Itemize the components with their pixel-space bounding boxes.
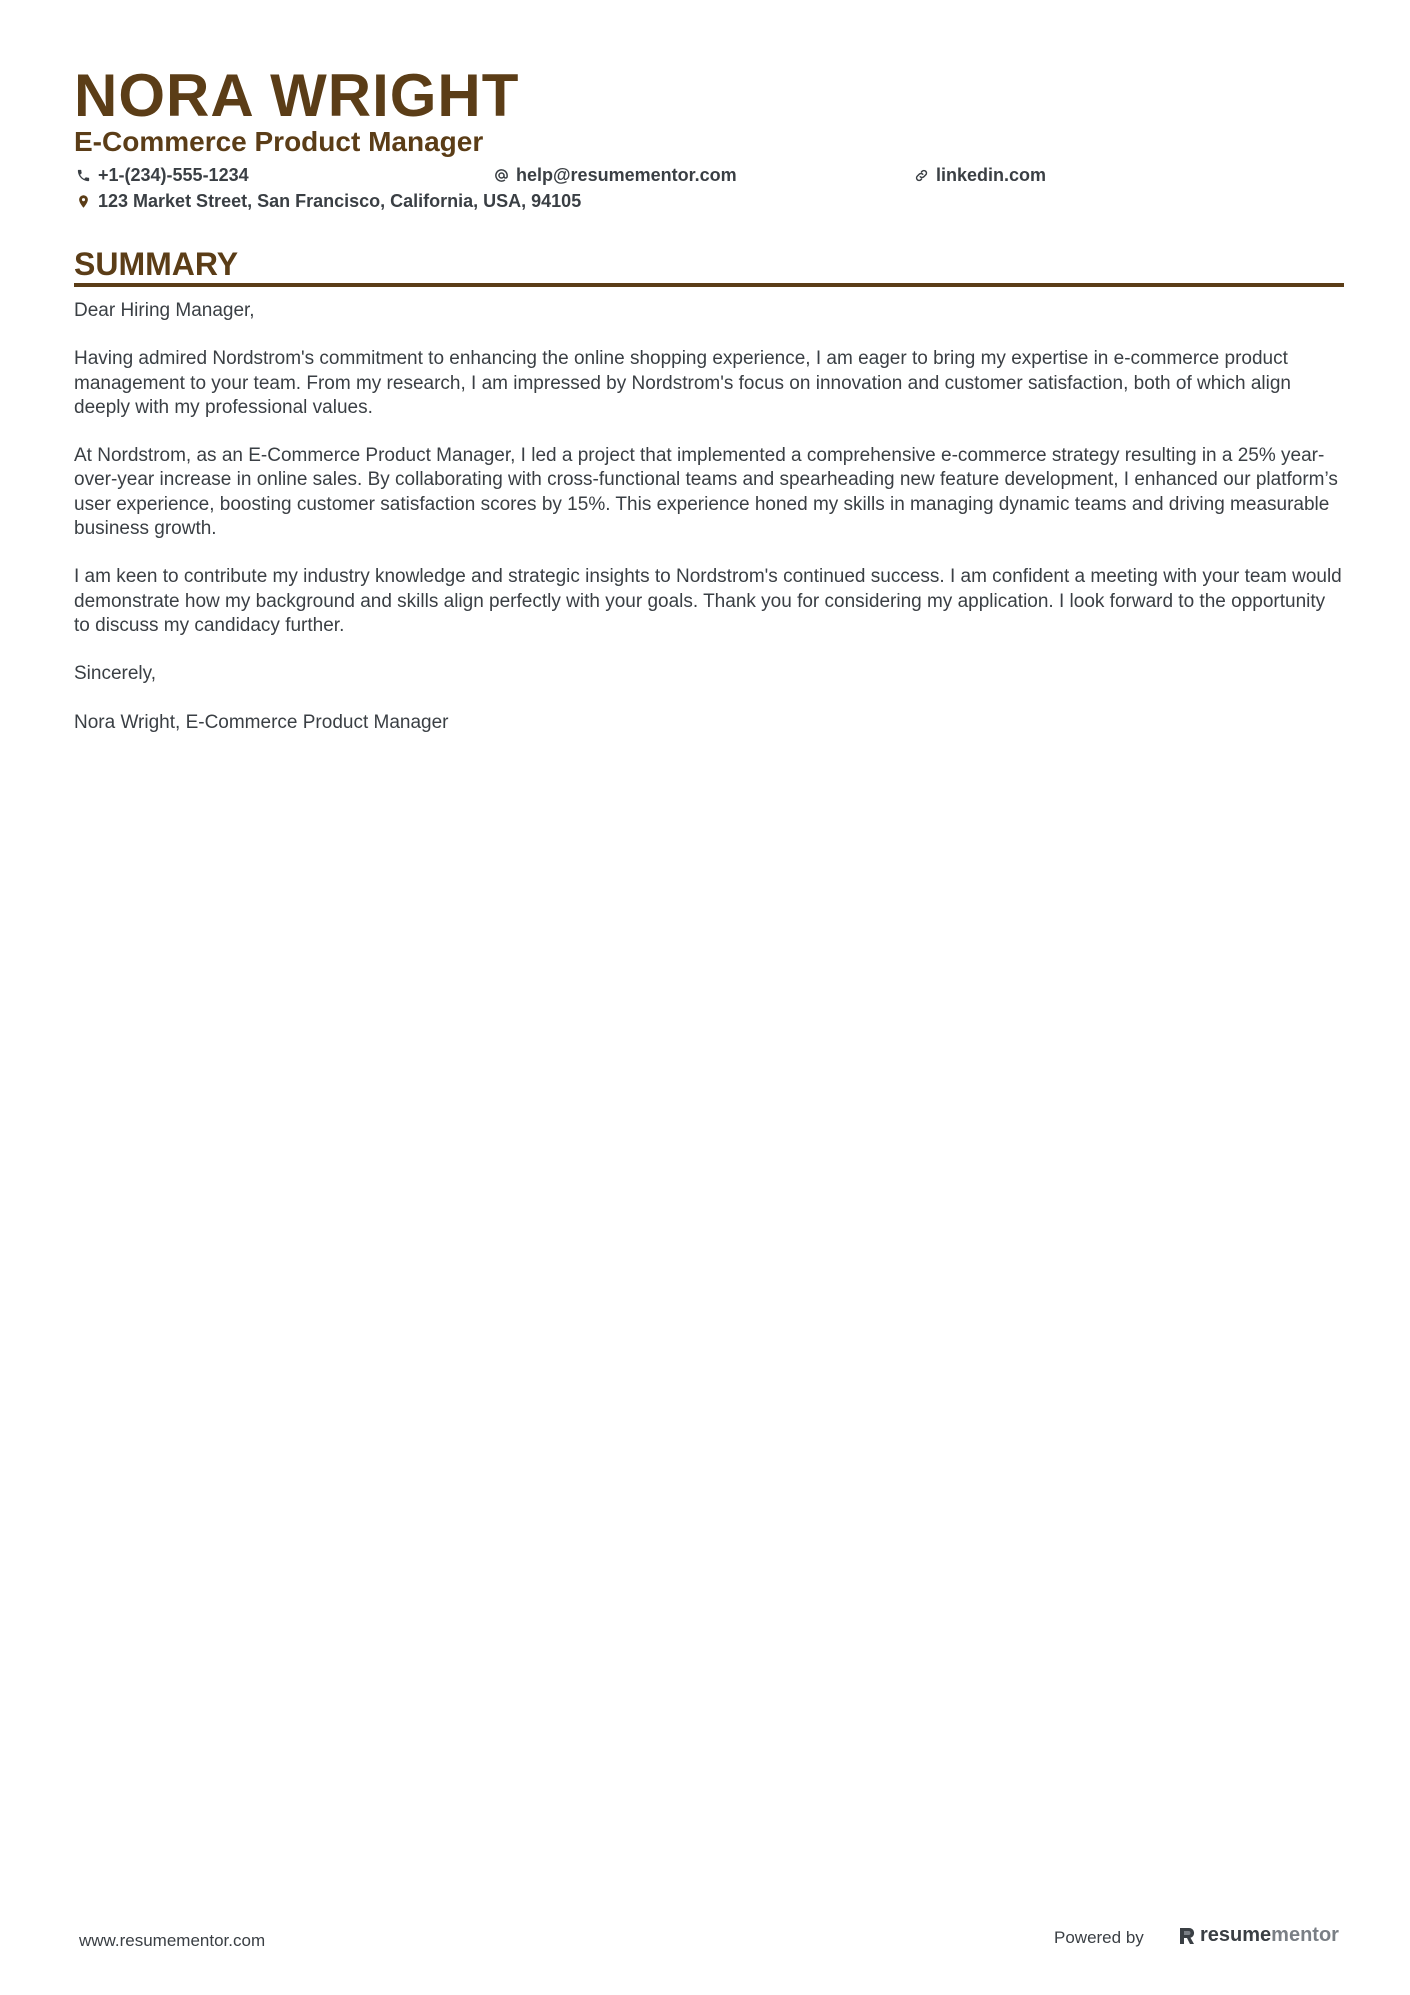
summary-heading: SUMMARY: [74, 246, 239, 282]
candidate-role: E-Commerce Product Manager: [74, 126, 484, 157]
letter-signature: Nora Wright, E-Commerce Product Manager: [74, 711, 449, 733]
footer-website-link[interactable]: www.resumementor.com: [79, 1931, 266, 1950]
brand-name-part2: mentor: [1271, 1924, 1339, 1946]
location-pin-icon: [74, 192, 92, 210]
contact-address: [74, 189, 581, 213]
letter-paragraph: Having admired Nordstrom's commitment to enhancing the online shopping experience, I am eager to bring my expertise in e-commerce product management to your team. From my research, I am impressed by Nordstrom's focus on innovation and customer satisfaction, both of which align deeply with my professional values.: [74, 348, 1292, 418]
section-divider: [74, 283, 1344, 287]
phone-text: +1-(234)-555-1234: [98, 165, 249, 185]
candidate-name: NORA WRIGHT: [74, 62, 520, 129]
footer-powered-by: Powered by: [1054, 1928, 1144, 1947]
letter-closing: Sincerely,: [74, 663, 157, 685]
letter-body: [74, 299, 1344, 759]
at-icon: [492, 166, 510, 184]
contact-linkedin[interactable]: [912, 163, 1046, 187]
resumementor-logo-icon: [1178, 1926, 1196, 1946]
brand-name-part1: resume: [1200, 1924, 1272, 1946]
address-text: 123 Market Street, San Francisco, California, USA, 94105: [98, 191, 582, 211]
footer-brand-logo[interactable]: [1178, 1924, 1339, 1947]
link-icon: [912, 166, 930, 184]
letter-paragraph: I am keen to contribute my industry knowledge and strategic insights to Nordstrom's continued success. I am confident a meeting with your team would demonstrate how my background and skills align perfectly with your goals. Thank you for considering my application. I look forward to the opportunity to discuss my candidacy further.: [74, 566, 1342, 636]
contact-email[interactable]: [492, 163, 737, 187]
phone-icon: [74, 166, 92, 184]
contact-phone: [74, 163, 249, 187]
email-text[interactable]: help@resumementor.com: [516, 165, 737, 185]
letter-greeting: Dear Hiring Manager,: [74, 300, 255, 321]
linkedin-text[interactable]: linkedin.com: [936, 165, 1047, 185]
letter-paragraph: At Nordstrom, as an E-Commerce Product Manager, I led a project that implemented a comprehensive e-commerce strategy resulting in a 25% year-over-year increase in online sales. By collaborating with cross-functional teams and spearheading new feature development, I enhanced our platform’s user experience, boosting customer satisfaction scores by 15%. This experience honed my skills in managing dynamic teams and driving measurable business growth.: [74, 445, 1338, 540]
